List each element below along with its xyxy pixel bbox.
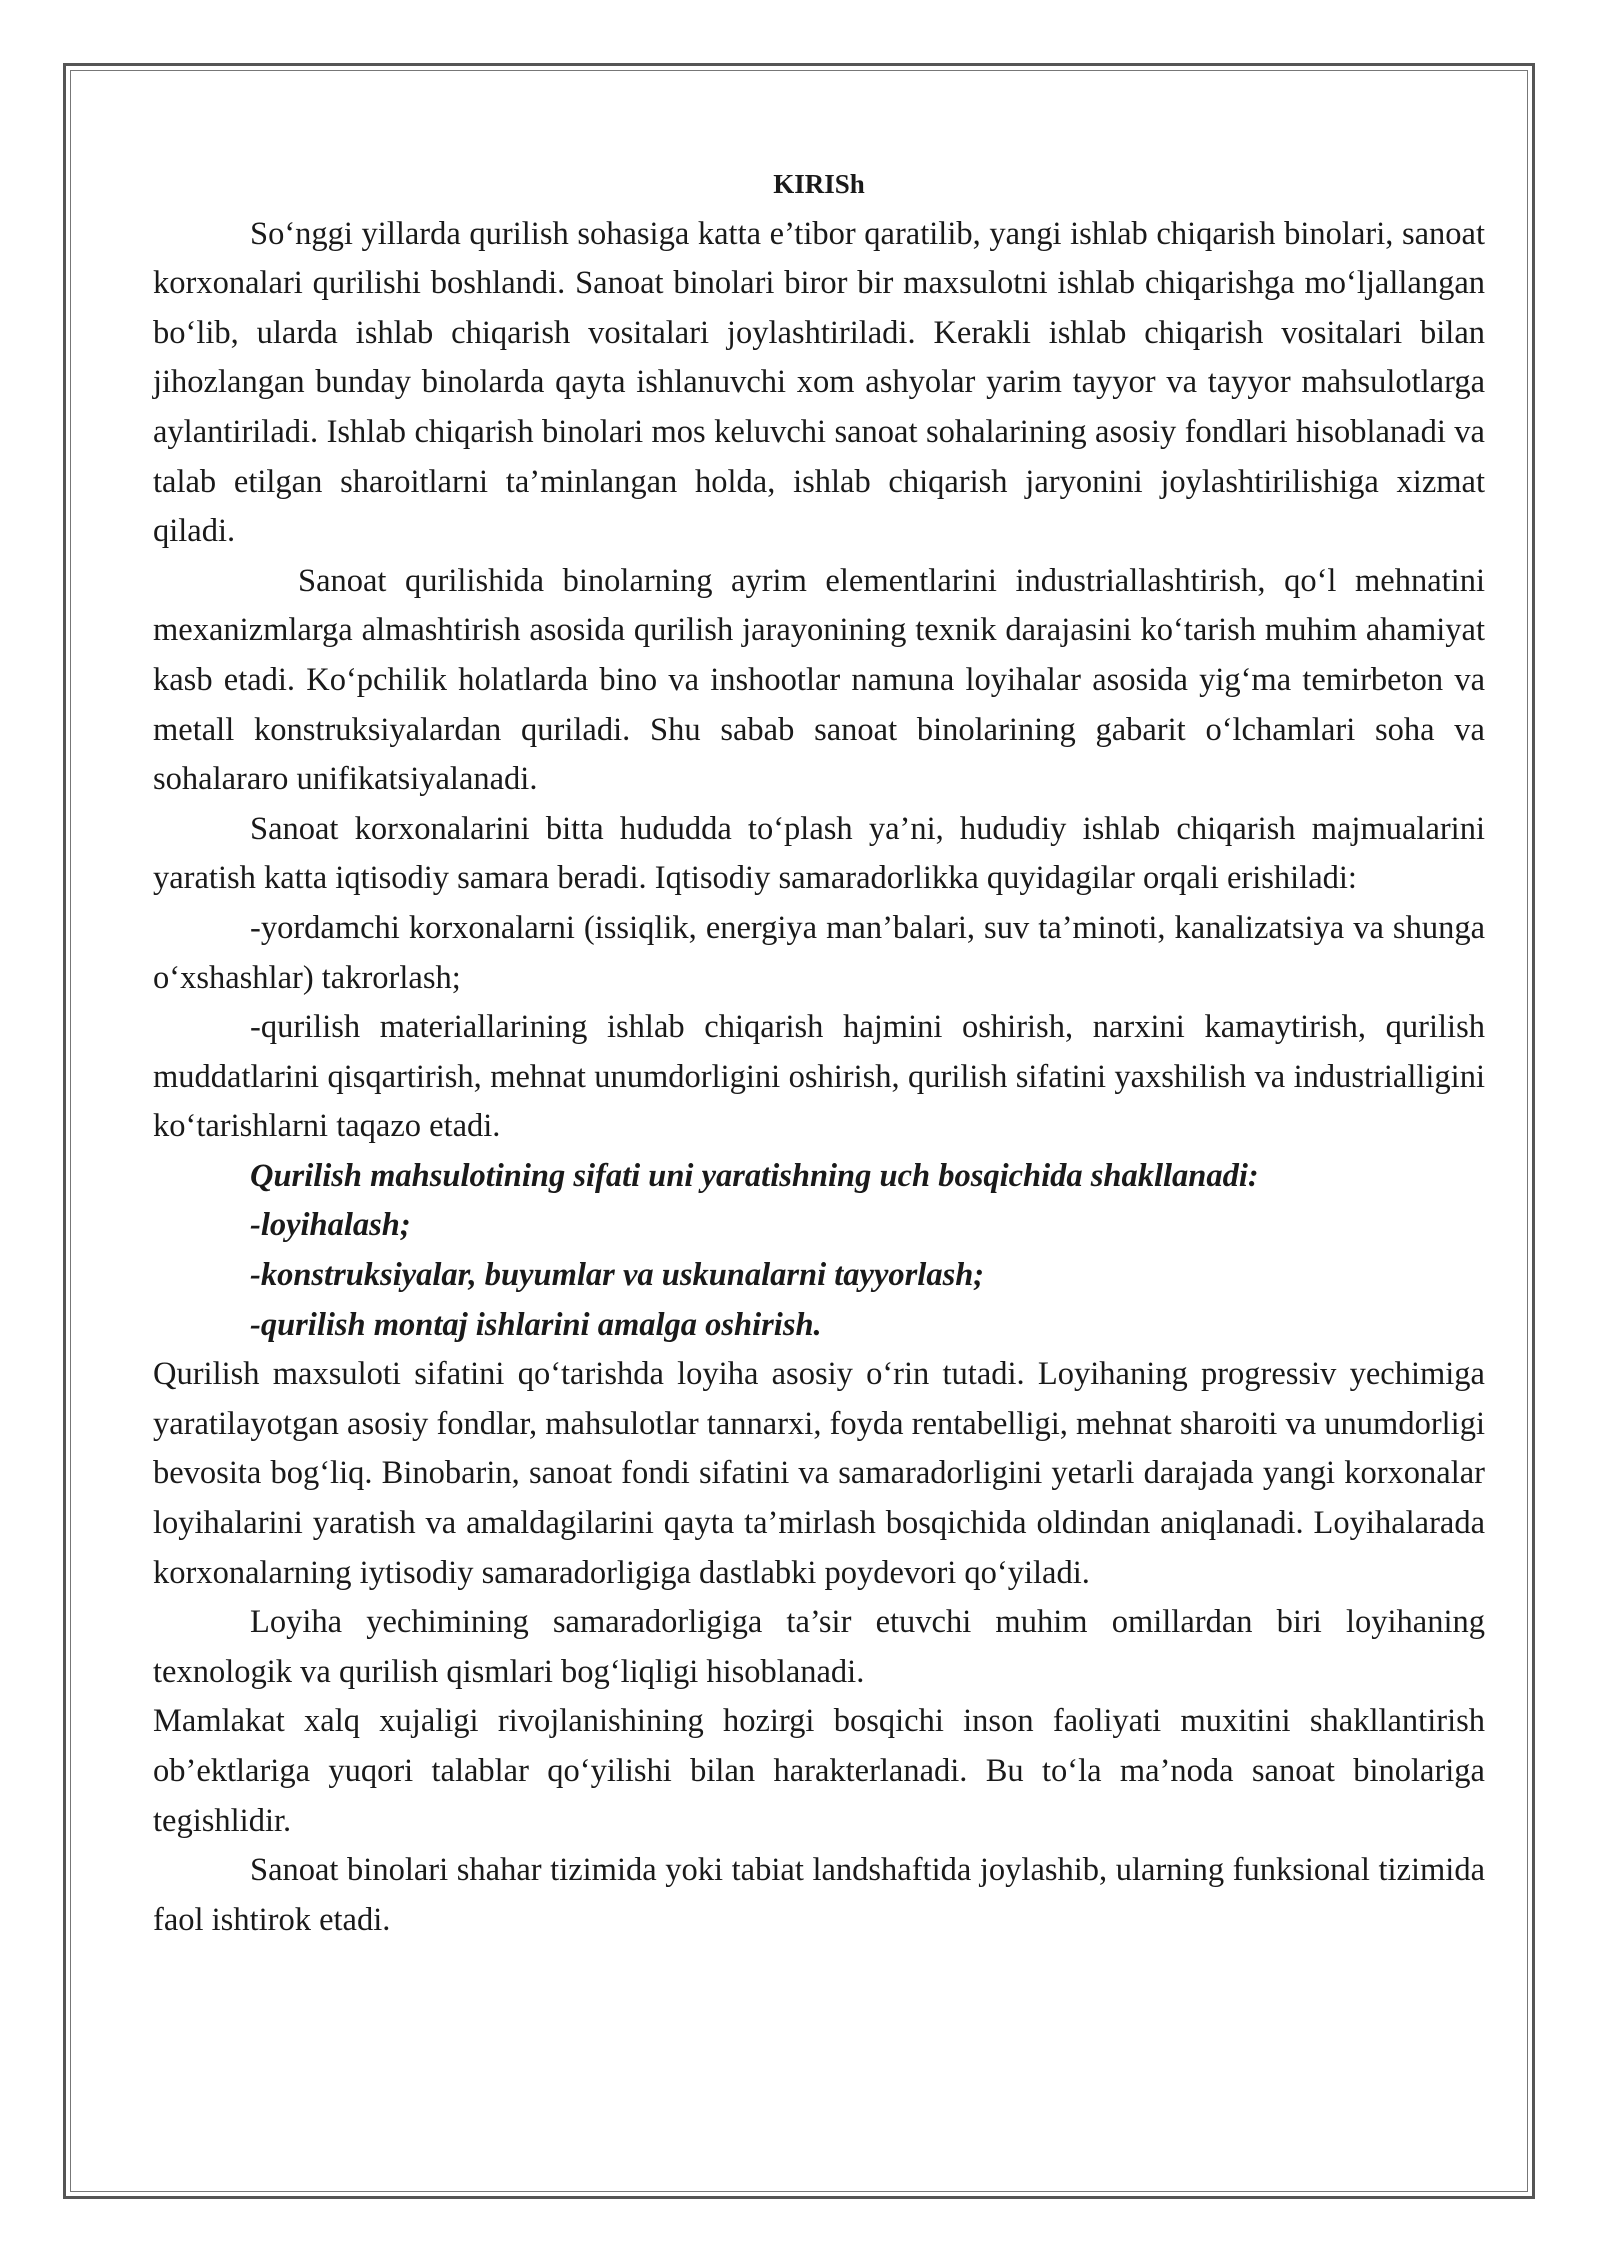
list-item: -yordamchi korxonalarni (issiqlik, energiya man’balari, suv ta’minoti, kanalizatsiya va shunga o‘xshashlar) takrorlash; [153, 909, 1485, 996]
paragraph: Sanoat korxonalarini bitta hududda to‘plash ya’ni, hududiy ishlab chiqarish majmualarini yaratish katta iqtisodiy samara beradi. Iqtisodiy samaradorlikka quyidagilar orqali erishiladi: [153, 810, 1485, 897]
paragraph: Sanoat binolari shahar tizimida yoki tabiat landshaftida joylashib, ularning funksional tizimida faol ishtirok etadi. [153, 1852, 1485, 1938]
paragraph: So‘nggi yillarda qurilish sohasiga katta e’tibor qaratilib, yangi ishlab chiqarish binolari, sanoat korxonalari qurilishi boshlandi. Sanoat binolari biror bir maxsulotni ishlab chiqarishga mo‘ljallangan bo‘lib, ularda ishlab chiqarish vositalari joylashtiriladi. Kerakli ishlab chiqarish vositalari bilan jihozlangan bunday binolarda qayta ishlanuvchi xom ashyolar yarim tayyor va tayyor mahsulotlarga aylantiriladi. Ishlab chiqarish binolari mos keluvchi sanoat sohalarining asosiy fondlari hisoblanadi va talab etilgan sharoitlarni ta’minlangan holda, ishlab chiqarish jaryonini joylashtirilishiga xizmat qiladi. [153, 215, 1485, 550]
document-body [153, 160, 1485, 1945]
paragraph: Qurilish maxsuloti sifatini qo‘tarishda loyiha asosiy o‘rin tutadi. Loyihaning progressiv yechimiga yaratilayotgan asosiy fondlar, mahsulotlar tannarxi, foyda rentabelligi, mehnat sharoiti va unumdorligi bevosita bog‘liq. Binobarin, sanoat fondi sifatini va samaradorligini yetarli darajada yangi korxonalar loyihalarini yaratish va amaldagilarini qayta ta’mirlash bosqichida oldindan aniqlanadi. Loyihalarada korxonalarning iytisodiy samaradorligiga dastlabki poydevori qo‘yiladi. [153, 1356, 1485, 1591]
list-item: -qurilish materiallarining ishlab chiqarish hajmini oshirish, narxini kamaytirish, qurilish muddatlarini qisqartirish, mehnat unumdorligini oshirish, qurilish sifatini yaxshilish va industrialligini ko‘tarishlarni taqazo etadi. [153, 1009, 1485, 1145]
emphasis-list-item: -loyihalash; [250, 1207, 411, 1244]
emphasis-heading: Qurilish mahsulotining sifati uni yaratishning uch bosqichida shakllanadi: [250, 1157, 1259, 1194]
paragraph: Sanoat qurilishida binolarning ayrim elementlarini industriallashtirish, qo‘l mehnatini mexanizmlarga almashtirish asosida qurilish jarayonining texnik darajasini ko‘tarish muhim ahamiyat kasb etadi. Ko‘pchilik holatlarda bino va inshootlar namuna loyihalar asosida yig‘ma temirbeton va metall konstruksiyalardan quriladi. Shu sabab sanoat binolarining gabarit o‘lchamlari soha va sohalararo unifikatsiyalanadi. [153, 562, 1485, 798]
paragraph: Loyiha yechimining samaradorligiga ta’sir etuvchi muhim omillardan biri loyihaning texnologik va qurilish qismlari bog‘liqligi hisoblanadi. [153, 1604, 1485, 1690]
paragraph: Mamlakat xalq xujaligi rivojlanishining hozirgi bosqichi inson faoliyati muxitini shakllantirish ob’ektlariga yuqori talablar qo‘yilishi bilan harakterlanadi. Bu to‘la ma’noda sanoat binolariga tegishlidir. [153, 1703, 1485, 1839]
emphasis-list-item: -qurilish montaj ishlarini amalga oshirish. [250, 1306, 822, 1343]
emphasis-list-item: -konstruksiyalar, buyumlar va uskunalarni tayyorlash; [250, 1257, 985, 1294]
document-title: KIRISh [773, 169, 865, 199]
